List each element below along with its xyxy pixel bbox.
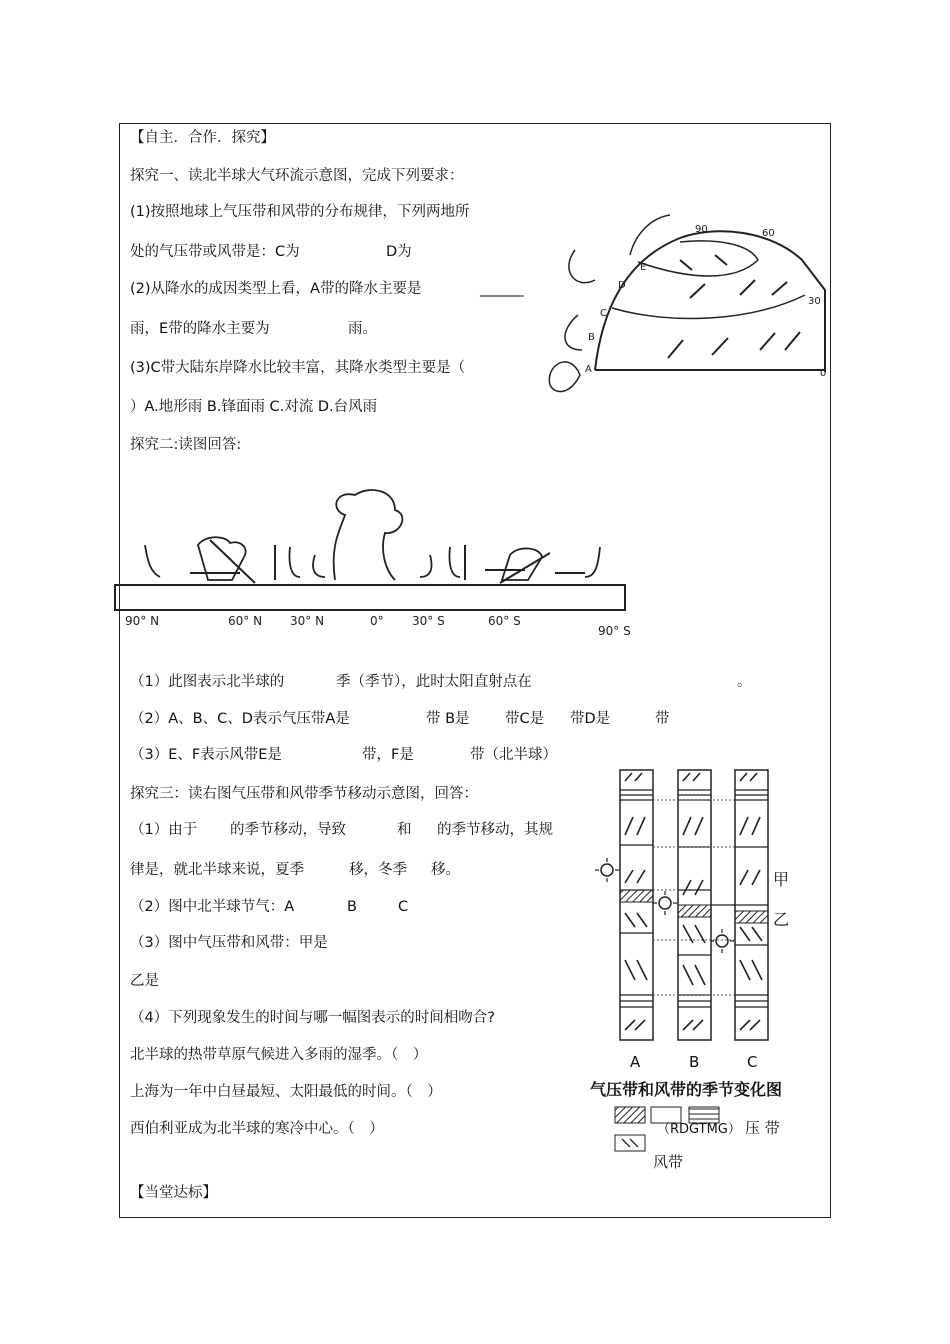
inquiry2-q2-c: 带C是 — [505, 711, 545, 727]
svg-text:60: 60 — [762, 228, 775, 239]
inquiry2-heading: 探究二:读图回答: — [130, 437, 242, 453]
inquiry3-item-3: 西伯利亚成为北半球的寒冷中心。（ ） — [130, 1121, 384, 1137]
inquiry1-q2-blank: ______ — [480, 281, 524, 297]
inquiry3-q3-b: 乙是 — [130, 973, 159, 989]
inquiry2-q1-c: 。 — [737, 674, 752, 690]
inquiry2-q2-e: 带 — [655, 711, 670, 727]
inquiry3-q1-a2: 的季节移动，导致 — [230, 822, 346, 838]
pressure-belt-figure — [125, 485, 640, 640]
inquiry3-item-2: 上海为一年中白昼最短、太阳最低的时间。（ ） — [130, 1084, 442, 1100]
inquiry3-q1-b3: 移。 — [431, 862, 460, 878]
legend-pressure: 压 带 — [745, 1119, 780, 1137]
inquiry2-q3-c: 带（北半球） — [470, 747, 557, 763]
inquiry3-q2-c: C — [398, 899, 409, 915]
inquiry1-heading: 探究一、读北半球大气环流示意图，完成下列要求： — [130, 168, 464, 184]
lat-label: 30° S — [412, 614, 445, 628]
inquiry1-q1-d: D为 — [386, 244, 412, 260]
inquiry1-q3-options: ）A.地形雨 B.锋面雨 C.对流 D.台风雨 — [130, 399, 378, 415]
inquiry1-q3-line1: (3)C带大陆东岸降水比较丰富，其降水类型主要是（ — [130, 360, 466, 376]
legend-code: （RDGTMG） — [657, 1122, 741, 1137]
inquiry3-q1-a3: 和 — [397, 822, 412, 838]
column-label-b: B — [689, 1053, 700, 1071]
section-title: 【自主．合作．探究】 — [130, 130, 275, 146]
svg-text:90: 90 — [695, 224, 708, 235]
inquiry1-q2-end: 雨。 — [348, 321, 377, 337]
svg-text:30: 30 — [808, 296, 821, 307]
lat-label: 60° S — [488, 614, 521, 628]
inquiry3-q1-a1: （1）由于 — [130, 822, 198, 838]
seasonal-belts-figure — [585, 765, 830, 1175]
svg-text:C: C — [600, 308, 607, 319]
inquiry3-q1-b1: 律是，就北半球来说，夏季 — [130, 862, 304, 878]
inquiry3-q1-b2: 移，冬季 — [349, 862, 407, 878]
svg-text:0: 0 — [820, 368, 827, 379]
svg-text:A: A — [585, 364, 592, 375]
label-jia: 甲 — [773, 870, 790, 889]
label-yi: 乙 — [773, 910, 790, 929]
inquiry2-q2-d: 带D是 — [570, 711, 611, 727]
footer-title: 【当堂达标】 — [130, 1185, 217, 1201]
inquiry1-q1-line1: (1)按照地球上气压带和风带的分布规律，下列两地所 — [130, 204, 470, 220]
lat-label: 0° — [370, 614, 384, 628]
inquiry1-q2-line1: (2)从降水的成因类型上看，A带的降水主要是 — [130, 281, 422, 297]
circulation-figure — [540, 200, 830, 405]
inquiry1-q2-line2: 雨，E带的降水主要为 — [130, 321, 270, 337]
figure-caption: 气压带和风带的季节变化图 — [590, 1080, 783, 1099]
inquiry2-q2-b: 带 B是 — [426, 711, 470, 727]
inquiry3-heading: 探究三：读右图气压带和风带季节移动示意图，回答： — [130, 786, 478, 802]
inquiry3-q2-b: B — [347, 899, 357, 915]
inquiry3-item-1: 北半球的热带草原气候进入多雨的湿季。（ ） — [130, 1047, 428, 1063]
inquiry3-q1-a4: 的季节移动，其规 — [437, 822, 553, 838]
svg-text:E: E — [640, 262, 647, 273]
inquiry1-q1-line2: 处的气压带或风带是：C为 — [130, 244, 300, 260]
lat-label: 90° S — [598, 624, 631, 638]
inquiry3-q2-a: （2）图中北半球节气：A — [130, 899, 295, 915]
lat-label: 90° N — [125, 614, 160, 628]
svg-text:D: D — [618, 280, 626, 291]
column-label-c: C — [747, 1053, 758, 1071]
lat-label: 60° N — [228, 614, 263, 628]
inquiry3-q3-a: （3）图中气压带和风带：甲是 — [130, 935, 328, 951]
inquiry2-q3-b: 带，F是 — [362, 747, 414, 763]
inquiry2-q1-b: 季（季节），此时太阳直射点在 — [336, 674, 532, 690]
lat-label: 30° N — [290, 614, 325, 628]
legend-wind: 风带 — [653, 1153, 684, 1171]
inquiry2-q2-a: （2）A、B、C、D表示气压带A是 — [130, 711, 350, 727]
inquiry2-q1-a: （1）此图表示北半球的 — [130, 674, 285, 690]
inquiry3-q4: （4）下列现象发生的时间与哪一幅图表示的时间相吻合? — [130, 1010, 495, 1026]
svg-text:B: B — [588, 332, 595, 343]
inquiry2-q3-a: （3）E、F表示风带E是 — [130, 747, 282, 763]
column-label-a: A — [630, 1053, 641, 1071]
